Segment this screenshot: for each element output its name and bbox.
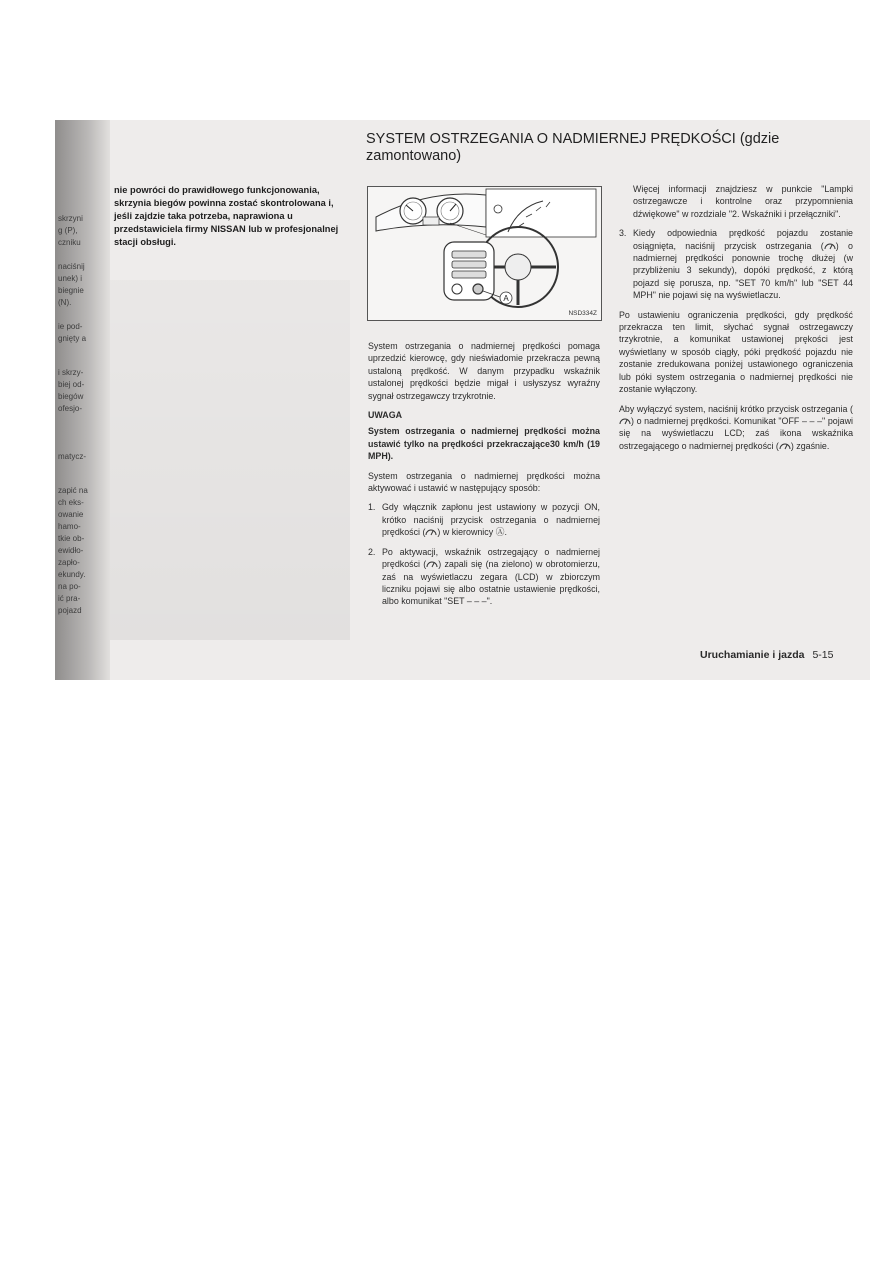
edge-text-fragment: ekundy. <box>58 570 86 579</box>
disable-text-3: ) zgaśnie. <box>790 440 830 451</box>
figure-illustration <box>368 187 601 320</box>
edge-text-fragment: ie pod- <box>58 322 83 331</box>
edge-text-fragment: na po- <box>58 582 81 591</box>
edge-text-fragment: ić pra- <box>58 594 81 603</box>
step-text-after: ) w kierownicy Ⓐ. <box>437 527 507 538</box>
edge-text-fragment: zapić na <box>58 486 88 495</box>
edge-text-fragment: g (P), <box>58 226 78 235</box>
edge-text-fragment: gnięty a <box>58 334 87 343</box>
page-number: 5-15 <box>812 649 834 661</box>
activation-paragraph: System ostrzegania o nadmiernej prędkości można aktywować i ustawić w następujący sposób: <box>368 470 600 494</box>
info-button <box>452 284 462 294</box>
switch-button-top <box>452 251 486 258</box>
step-text-after: ) zapali się (na zielono) w obrotomierzu, zaś na wyświetlaczu zegara (LCD) w zbiorczym liczniku pojawi się albo ostatnie ustawienie prędkości, albo komunikat "SET – – –". <box>382 559 600 607</box>
edge-text-fragment: owanie <box>58 510 84 519</box>
step-text-before: Po aktywacji, wskaźnik ostrzegający o nadmiernej prędkości ( <box>382 546 600 570</box>
right-column <box>619 183 853 459</box>
edge-text-fragment: pojazd <box>58 606 82 615</box>
lcd-display <box>423 217 439 225</box>
continuation-paragraph: Więcej informacji znajdziesz w punkcie "Lampki ostrzegawcze i kontrolne oraz przypomnienia dźwiękowe" w rozdziale "2. Wskaźniki i przełączniki". <box>633 184 853 219</box>
step-2 <box>368 546 600 608</box>
speed-warning-icon <box>619 416 631 425</box>
disable-text-2: ) o nadmiernej prędkości. Komunikat "OFF – – –" pojawi się na wyświetlaczu LCD; zaś ikona wskaźnika ostrzegającego o nadmiernej prędkości ( <box>619 415 853 451</box>
disable-text-1: Aby wyłączyć system, naciśnij krótko przycisk ostrzegania ( <box>619 403 853 414</box>
edge-text-fragment: biegów <box>58 392 84 401</box>
speed-warning-icon <box>425 527 437 536</box>
edge-text-fragment: matycz- <box>58 452 86 461</box>
step-1 <box>368 501 600 538</box>
steering-wheel-hub <box>505 254 531 280</box>
step-text-after: ) o nadmiernej prędkości ponownie trochę dłużej (w przybliżeniu 3 sekundy), dopóki prędkość, z którą pojazd się porusza, np. "SET 70 km/h" lub "SET 44 MPH" nie pojawi się na wyświetlaczu. <box>633 240 853 301</box>
edge-text-fragment: ch eks- <box>58 498 84 507</box>
edge-text-fragment: unek) i <box>58 274 83 283</box>
dashboard-outline <box>376 194 486 231</box>
edge-text-fragment: i skrzy- <box>58 368 84 377</box>
step-text-before: Kiedy odpowiednia prędkość pojazdu zostanie osiągnięta, naciśnij przycisk ostrzegania ( <box>633 228 853 251</box>
left-column-text <box>114 184 348 249</box>
speed-warning-icon <box>426 559 438 568</box>
edge-text-fragment: tkie ob- <box>58 534 85 543</box>
step-number: 1. <box>368 502 376 513</box>
edge-text-fragment: (N). <box>58 298 72 307</box>
callout-a-letter: A <box>503 294 509 303</box>
step-number: 2. <box>368 546 376 557</box>
speed-warning-icon <box>824 241 836 250</box>
note-heading: UWAGA <box>368 410 403 421</box>
footer-section: Uruchamianie i jazda <box>700 649 805 661</box>
section-title <box>366 131 866 165</box>
steering-wheel-figure <box>367 186 602 321</box>
step-text-before: Gdy włącznik zapłonu jest ustawiony w pozycji ON, krótko naciśnij przycisk ostrzegania o nadmiernej prędkości ( <box>382 502 600 538</box>
edge-text-fragment: ofesjo- <box>58 404 83 413</box>
edge-text-fragment: naciśnij <box>58 262 85 271</box>
activation-steps <box>368 501 600 607</box>
speed-warning-icon <box>779 441 791 450</box>
note-text: System ostrzegania o nadmiernej prędkości można ustawić tylko na prędkości przekraczające30 km/h (19 MPH). <box>368 426 600 462</box>
switch-button-lower <box>452 271 486 278</box>
title-line-1: SYSTEM OSTRZEGANIA O NADMIERNEJ PRĘDKOŚCI (gdzie <box>366 131 780 147</box>
limit-paragraph: Po ustawieniu ograniczenia prędkości, gdy prędkość przekracza ten limit, słychać sygnał ostrzegawczy trzykrotnie, a komunikat ustawionej prękości jest wyświetlany w sposób ciągły, póki prędkość pojazdu nie zostanie zredukowana poniżej ustawionego ograniczenia lub póki system ostrzegania o nadmiernej prędkości nie zostanie wyłączony. <box>619 309 853 395</box>
edge-text-fragment: biegnie <box>58 286 84 295</box>
edge-text-fragment: zapło- <box>58 558 80 567</box>
speed-warning-button <box>473 284 483 294</box>
left-paragraph: nie powróci do prawidłowego funkcjonowania, skrzynia biegów powinna zostać skontrolowana i, jeśli zajdzie taka potrzeba, naprawiona u przedstawiciela firmy NISSAN lub w profesjonalnej stacji obsługi. <box>114 185 339 247</box>
step-3 <box>619 227 853 301</box>
edge-text-fragment: biej od- <box>58 380 85 389</box>
intro-paragraph: System ostrzegania o nadmiernej prędkości pomaga uprzedzić kierowcę, gdy nieświadomie przekracza pewną ustaloną prędkość. W danym przypadku wskaźnik ustalonej prędkości będzie migał i usłyszysz wyraźny sygnał ostrzegawczy trzykrotnie. <box>368 341 600 401</box>
title-line-2: zamontowano) <box>366 148 462 164</box>
edge-text-fragment: czniku <box>58 238 81 247</box>
edge-text-fragment: skrzyni <box>58 214 83 223</box>
edge-text-fragment: hamo- <box>58 522 81 531</box>
figure-code: NSD334Z <box>568 310 597 317</box>
bleed-through-area <box>110 280 350 640</box>
step-3-list <box>619 227 853 301</box>
step-number: 3. <box>619 228 627 239</box>
switch-button-middle <box>452 261 486 268</box>
page-footer <box>700 649 833 661</box>
edge-text-fragment: ewidło- <box>58 546 84 555</box>
disable-paragraph <box>619 403 853 453</box>
middle-column <box>368 340 600 615</box>
